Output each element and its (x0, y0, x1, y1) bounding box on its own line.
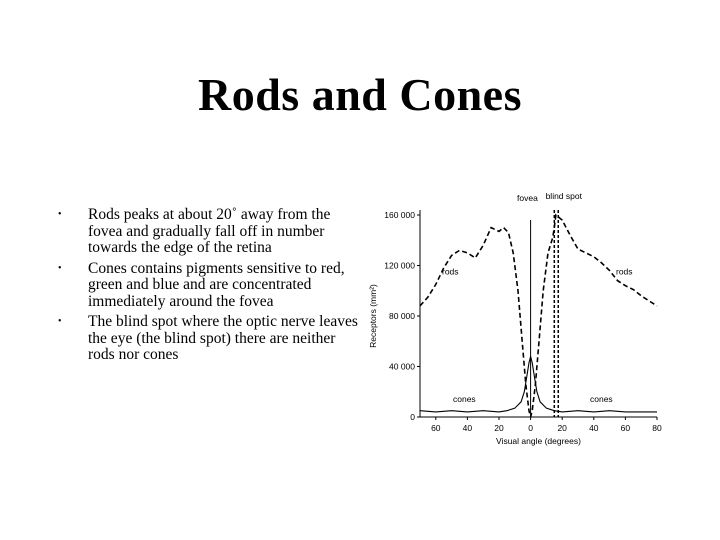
bullet-text: The blind spot where the optic nerve leaves the eye (the blind spot) there are neither rods nor cones (88, 313, 358, 363)
x-tick-label: 0 (528, 423, 533, 433)
receptor-density-chart (360, 180, 660, 460)
x-tick-label: 20 (494, 423, 504, 433)
y-axis-label: Receptors (mm²) (368, 284, 378, 348)
annotation-blind-spot: blind spot (545, 191, 582, 201)
x-axis-label: Visual angle (degrees) (496, 436, 581, 446)
x-tick-label: 40 (589, 423, 599, 433)
x-tick-label: 20 (557, 423, 567, 433)
bullet-dot-icon: • (58, 316, 62, 327)
bullet-item (58, 261, 358, 311)
x-tick-label: 60 (620, 423, 631, 433)
bullet-list (58, 207, 358, 368)
slide-title: Rods and Cones (198, 69, 522, 120)
annotation-fovea: fovea (517, 193, 538, 203)
bullet-dot-icon: • (58, 262, 62, 274)
bullet-item (58, 207, 358, 257)
chart-marks (420, 210, 657, 417)
y-tick-label: 80 000 (389, 311, 415, 321)
x-tick-label: 40 (462, 423, 473, 433)
y-tick-label: 0 (410, 412, 415, 422)
y-tick-label: 40 000 (389, 361, 415, 372)
y-tick-label: 160 000 (384, 210, 415, 220)
bullet-item (58, 314, 358, 364)
series-label-rods-left: rods (442, 266, 459, 277)
x-tick-label: 80 (652, 423, 662, 433)
series-line-rods (420, 215, 657, 417)
y-tick-label: 120 000 (384, 260, 415, 271)
bullet-text: Rods peaks at about 20˚ away from the fovea and gradually fall off in number towards the edge of the retina (88, 206, 331, 256)
chart-axes (417, 210, 657, 420)
bullet-dot-icon: • (58, 209, 62, 220)
series-label-rods-right: rods (616, 266, 633, 277)
bullet-text: Cones contains pigments sensitive to red, green and blue and are concentrated immediately around the fovea (88, 259, 345, 310)
series-label-cones-left: cones (453, 393, 476, 404)
series-label-cones-right: cones (590, 393, 613, 404)
x-tick-label: 60 (431, 423, 441, 433)
